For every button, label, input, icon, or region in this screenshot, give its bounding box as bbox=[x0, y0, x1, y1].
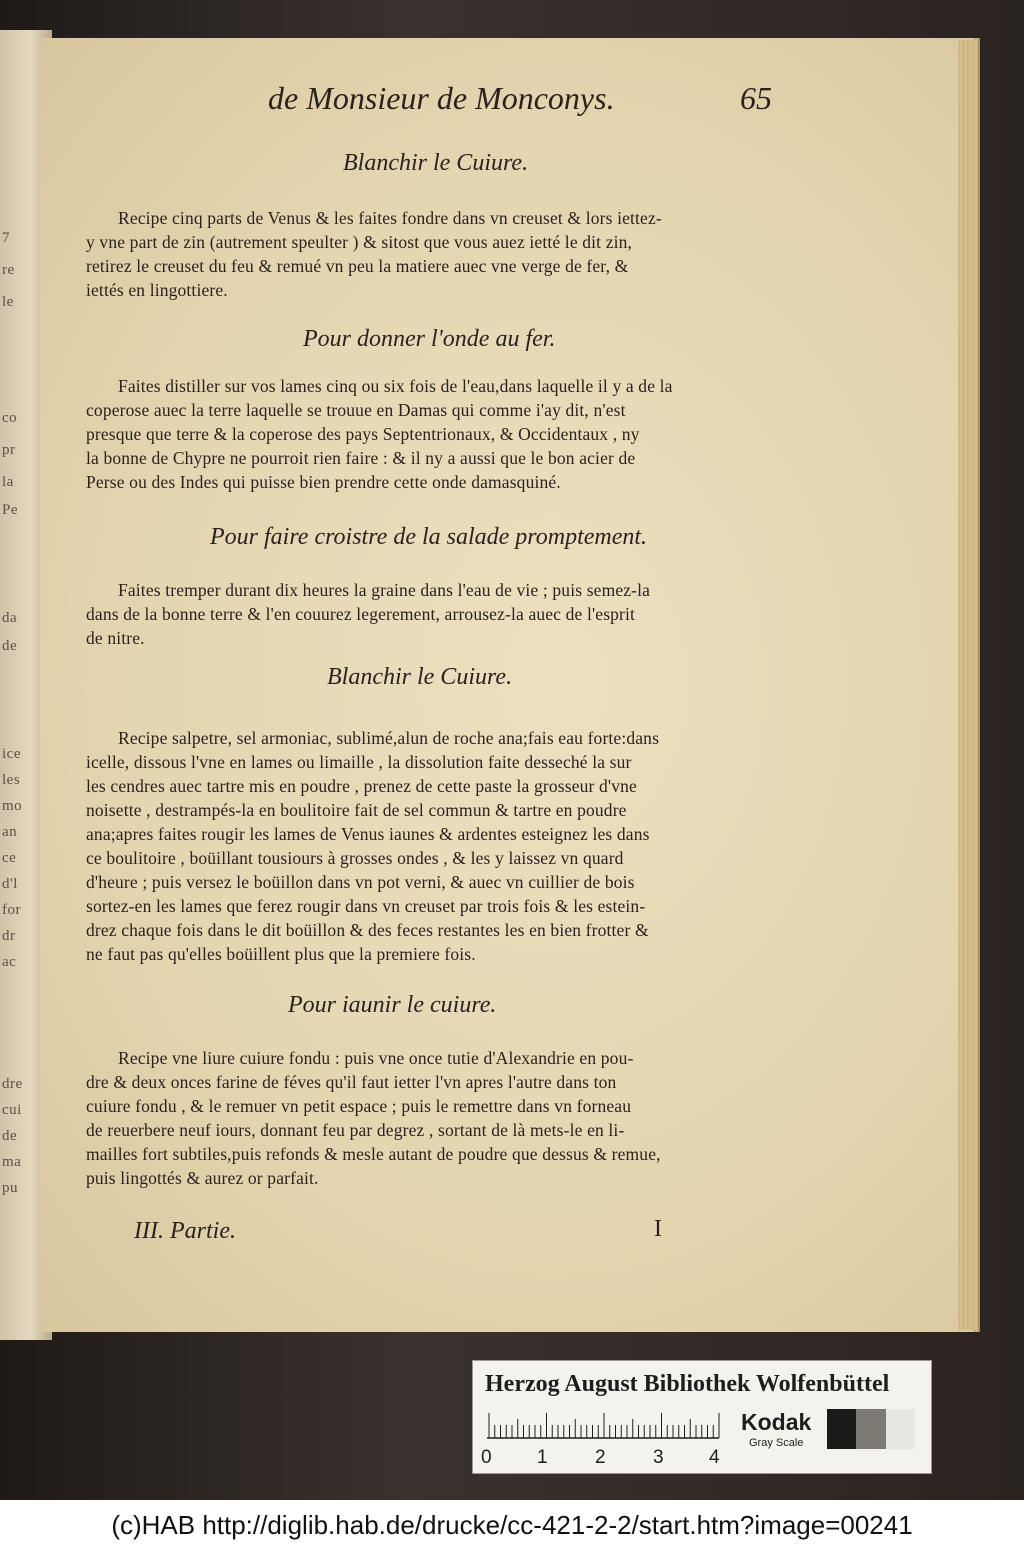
text-line: Faites distiller sur vos lames cinq ou six fois de l'eau,dans laquelle il y a de la bbox=[118, 376, 673, 396]
text-line: icelle, dissous l'vne en lames ou limaille , la dissolution faite desseché la sur bbox=[86, 752, 632, 772]
section-paragraph bbox=[86, 206, 776, 302]
text-line: Perse ou des Indes qui puisse bien prendre cette onde damasquiné. bbox=[86, 472, 561, 492]
facing-page-fragment: le bbox=[2, 294, 14, 310]
text-line: dre & deux onces farine de féves qu'il faut ietter l'vn apres l'autre dans ton bbox=[86, 1072, 617, 1092]
signature-mark: I bbox=[654, 1216, 662, 1242]
section-paragraph bbox=[86, 374, 776, 494]
text-line: les cendres auec tartre mis en poudre , prenez de cette paste la grosseur d'vne bbox=[86, 776, 637, 796]
section-heading: Blanchir le Cuiure. bbox=[343, 150, 529, 176]
part-label: III. Partie. bbox=[134, 1218, 236, 1244]
text-line: puis lingottés & aurez or parfait. bbox=[86, 1168, 319, 1188]
facing-page-fragment: pr bbox=[2, 442, 16, 458]
ruler-number: 4 bbox=[709, 1447, 720, 1468]
facing-page-fragment: dr bbox=[2, 928, 16, 944]
library-color-card bbox=[472, 1360, 932, 1474]
section-heading: Pour faire croistre de la salade promptement. bbox=[210, 524, 648, 550]
gray-swatch-mid bbox=[856, 1409, 885, 1449]
kodak-logo: Kodak bbox=[741, 1409, 812, 1435]
ruler-numbers bbox=[481, 1447, 721, 1471]
text-line: Recipe vne liure cuiure fondu : puis vne once tutie d'Alexandrie en pou- bbox=[118, 1048, 634, 1068]
section-heading: Pour donner l'onde au fer. bbox=[303, 326, 556, 352]
text-line: la bonne de Chypre ne pourroit rien faire : & il ny a aussi que le bon acier de bbox=[86, 448, 636, 468]
text-line: ana;apres faites rougir les lames de Venus iaunes & ardentes esteignez les dans bbox=[86, 824, 650, 844]
text-line: Faites tremper durant dix heures la graine dans l'eau de vie ; puis semez-la bbox=[118, 580, 651, 600]
text-line: ne faut pas qu'elles boüillent plus que la premiere fois. bbox=[86, 944, 476, 964]
facing-page-fragment: re bbox=[2, 262, 15, 278]
section-heading: Pour iaunir le cuiure. bbox=[288, 992, 497, 1018]
source-url: (c)HAB http://diglib.hab.de/drucke/cc-421-2-2/start.htm?image=00241 bbox=[111, 1510, 913, 1540]
running-head: de Monsieur de Monconys. bbox=[268, 80, 615, 116]
facing-page-fragment: da bbox=[2, 610, 18, 626]
text-line: ce boulitoire , boüillant tousiours à grosses ondes , & les y laissez vn quard bbox=[86, 848, 624, 868]
text-line: d'heure ; puis versez le boüillon dans vn pot verni, & auec vn cuillier de bois bbox=[86, 872, 635, 892]
text-line: dans de la bonne terre & l'en couurez legerement, arrousez-la auec de l'esprit bbox=[86, 604, 636, 624]
facing-page-fragment: mo bbox=[2, 798, 23, 814]
text-line: de reuerbere neuf iours, donnant feu par degrez , sortant de là mets-le en li- bbox=[86, 1120, 625, 1140]
page-number: 65 bbox=[740, 80, 772, 116]
section-paragraph bbox=[86, 726, 776, 966]
text-line: de nitre. bbox=[86, 628, 145, 648]
facing-page-fragment: ac bbox=[2, 954, 17, 970]
ruler-number: 1 bbox=[537, 1447, 548, 1468]
facing-page-fragment: cui bbox=[2, 1102, 22, 1118]
facing-page-fragment: co bbox=[2, 410, 18, 426]
facing-page-fragment: pu bbox=[2, 1180, 18, 1196]
facing-page-fragment: ice bbox=[2, 746, 21, 762]
facing-page-fragment: dre bbox=[2, 1076, 23, 1092]
page-stack-edge bbox=[958, 40, 978, 1330]
facing-page-fragment: ma bbox=[2, 1154, 22, 1170]
text-line: Recipe salpetre, sel armoniac, sublimé,alun de roche ana;fais eau forte:dans bbox=[118, 728, 660, 748]
gray-scale-label: Gray Scale bbox=[749, 1437, 804, 1449]
section-heading: Blanchir le Cuiure. bbox=[327, 664, 513, 690]
text-line: cuiure fondu , & le remuer vn petit espace ; puis le remettre dans vn forneau bbox=[86, 1096, 632, 1116]
library-name: Herzog August Bibliothek Wolfenbüttel bbox=[485, 1371, 890, 1397]
text-line: presque que terre & la coperose des pays Septentrionaux, & Occidentaux , ny bbox=[86, 424, 640, 444]
text-line: drez chaque fois dans le dit boüillon & des feces restantes les en bien frotter & bbox=[86, 920, 649, 940]
facing-page-fragment: for bbox=[2, 902, 21, 918]
gray-swatch-dark bbox=[827, 1409, 856, 1449]
text-line: iettés en lingottiere. bbox=[86, 280, 228, 300]
facing-page-fragment: la bbox=[2, 474, 14, 490]
ruler-number: 0 bbox=[481, 1447, 492, 1468]
facing-page-fragment: de bbox=[2, 1128, 18, 1144]
text-line: sortez-en les lames que ferez rougir dans vn creuset par trois fois & les estein- bbox=[86, 896, 646, 916]
text-line: noisette , destrampés-la en boulitoire fait de sel commun & tartre en poudre bbox=[86, 800, 627, 820]
facing-page-fragment: an bbox=[2, 824, 18, 840]
facing-page-fragment: Pe bbox=[2, 502, 18, 518]
text-line: y vne part de zin (autrement speulter ) & sitost que vous auez ietté le dit zin, bbox=[86, 232, 633, 252]
text-line: Recipe cinq parts de Venus & les faites fondre dans vn creuset & lors iettez- bbox=[118, 208, 662, 228]
text-line: mailles fort subtiles,puis refonds & mesle autant de poudre que dessus & remue, bbox=[86, 1144, 661, 1164]
facing-page-fragment: d'l bbox=[2, 876, 18, 892]
facing-page-fragment: 7 bbox=[2, 230, 10, 246]
copyright-bar bbox=[0, 1500, 1024, 1549]
ruler-number: 3 bbox=[653, 1447, 664, 1468]
measurement-ruler bbox=[485, 1411, 721, 1439]
facing-page-fragment: ce bbox=[2, 850, 17, 866]
text-line: coperose auec la terre laquelle se trouue en Damas qui comme i'ay dit, n'est bbox=[86, 400, 626, 420]
facing-page-fragment: de bbox=[2, 638, 18, 654]
text-line: retirez le creuset du feu & remué vn peu la matiere auec vne verge de fer, & bbox=[86, 256, 629, 276]
gray-swatch-light bbox=[886, 1409, 915, 1449]
section-paragraph bbox=[86, 1046, 776, 1190]
ruler-number: 2 bbox=[595, 1447, 606, 1468]
facing-page-fragment: les bbox=[2, 772, 21, 788]
section-paragraph bbox=[86, 578, 776, 650]
gray-scale-swatches bbox=[827, 1409, 915, 1449]
